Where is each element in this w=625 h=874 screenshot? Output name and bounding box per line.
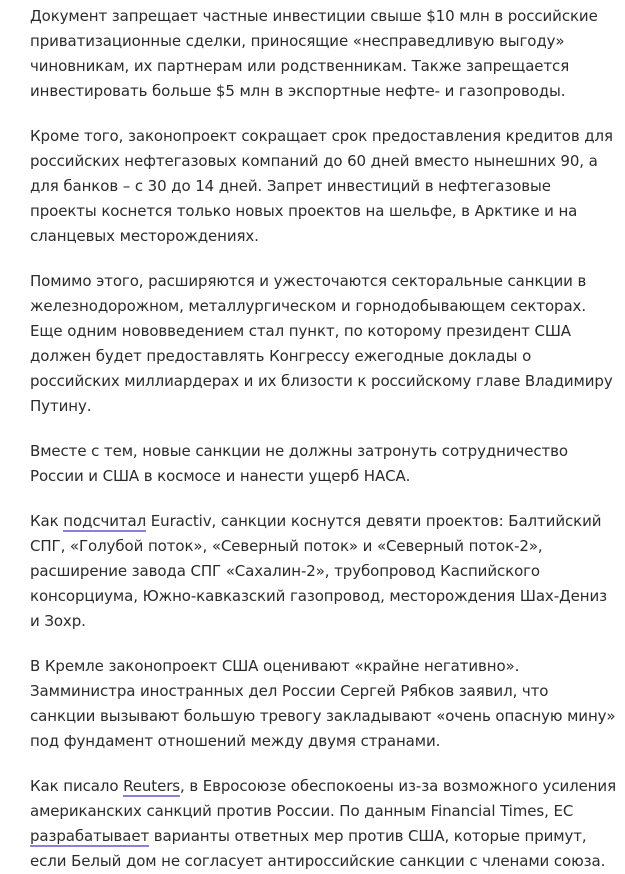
paragraph: [30, 774, 616, 874]
paragraph-text: варианты ответных мер против США, которые примут, если Белый дом не согласует антироссийские санкции с членами союза.: [30, 827, 606, 870]
paragraph: [30, 269, 616, 419]
paragraph-text: В Кремле законопроект США оценивают «крайне негативно». Замминистра иностранных дел России Сергей Рябков заявил, что санкции вызывают большую тревогу закладывают «очень опасную мину» под фундамент отношений между двумя странами.: [30, 657, 616, 750]
paragraph: [30, 654, 616, 754]
paragraph: [30, 124, 616, 249]
paragraph: [30, 4, 616, 104]
paragraph-text: Вместе с тем, новые санкции не должны затронуть сотрудничество России и США в космосе и нанести ущерб НАСА.: [30, 442, 568, 485]
paragraph-text: Помимо этого, расширяются и ужесточаются секторальные санкции в железнодорожном, металлургическом и горнодобывающем секторах. Еще одним нововведением стал пункт, по которому президент США должен будет предоставлять Конгрессу ежегодные доклады о российских миллиардерах и их близости к российскому главе Владимиру Путину.: [30, 272, 613, 415]
paragraph: [30, 509, 616, 634]
paragraph-text: , в Евросоюзе обеспокоены из-за возможного усиления американских санкций против России. По данным Financial Times, ЕС: [30, 777, 617, 820]
article-body: [30, 4, 616, 874]
paragraph-text: Документ запрещает частные инвестиции свыше $10 млн в российские приватизационные сделки, приносящие «несправедливую выгоду» чиновникам, их партнерам или родственникам. Также запрещается инвестировать больше $5 млн в экспортные нефте- и газопроводы.: [30, 7, 598, 100]
link-razrabatyvaet[interactable]: разрабатывает: [30, 827, 150, 845]
paragraph-text: Кроме того, законопроект сокращает срок предоставления кредитов для российских нефтегазовых компаний до 60 дней вместо нынешних 90, а для банков – с 30 до 14 дней. Запрет инвестиций в нефтегазовые проекты коснется только новых проектов на шельфе, в Арктике и на сланцевых месторождениях.: [30, 127, 613, 245]
paragraph-text: Euractiv, санкции коснутся девяти проектов: Балтийский СПГ, «Голубой поток», «Северный поток» и «Северный поток-2», расширение завода СПГ «Сахалин-2», трубопровод Каспийского консорциума, Южно-кавказский газопровод, месторождения Шах-Дениз и Зохр.: [30, 512, 607, 630]
paragraph-text: Как писало: [30, 777, 124, 795]
paragraph-text: Как: [30, 512, 64, 530]
link-podschital[interactable]: подсчитал: [63, 512, 147, 530]
link-reuters[interactable]: Reuters: [123, 777, 180, 795]
paragraph: [30, 439, 616, 489]
